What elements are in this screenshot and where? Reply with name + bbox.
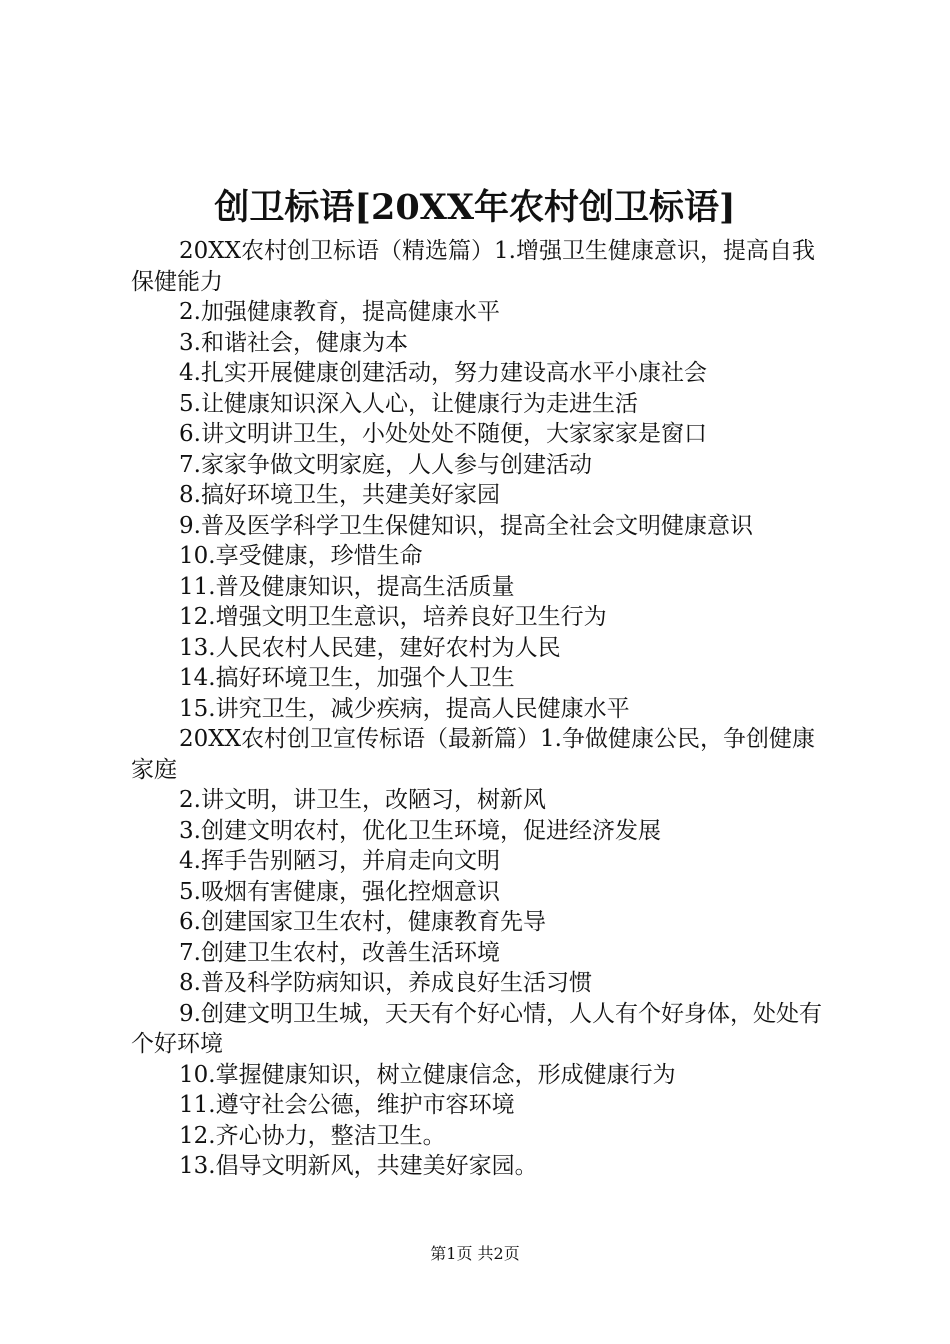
list-item: 9.创建文明卫生城，天天有个好心情，人人有个好身体，处处有个好环境 (131, 1000, 822, 1057)
list-item: 5.吸烟有害健康，强化控烟意识 (179, 878, 500, 905)
list-item: 2.讲文明，讲卫生，改陋习，树新风 (179, 787, 546, 813)
list-item: 4.挥手告别陋习，并肩走向文明 (179, 848, 500, 874)
list-item: 14.搞好环境卫生，加强个人卫生 (179, 665, 515, 691)
list-item: 6.讲文明讲卫生，小处处处不随便，大家家家是窗口 (179, 421, 707, 447)
list-item: 11.遵守社会公德，维护市容环境 (179, 1092, 515, 1118)
list-item: 3.创建文明农村，优化卫生环境，促进经济发展 (179, 817, 661, 844)
list-item: 6.创建国家卫生农村，健康教育先导 (179, 909, 546, 935)
list-item: 13.倡导文明新风，共建美好家园。 (179, 1153, 538, 1179)
list-item: 7.创建卫生农村，改善生活环境 (179, 939, 500, 966)
document-body (131, 236, 831, 1182)
list-item: 12.增强文明卫生意识，培养良好卫生行为 (179, 604, 607, 630)
list-item: 8.普及科学防病知识，养成良好生活习惯 (179, 970, 592, 996)
section2-intro: 20XX农村创卫宣传标语（最新篇）1.争做健康公民，争创健康家庭 (131, 726, 815, 783)
list-item: 4.扎实开展健康创建活动，努力建设高水平小康社会 (179, 360, 707, 386)
page-footer: 第1页 共2页 (430, 1244, 520, 1263)
list-item: 10.享受健康，珍惜生命 (179, 543, 423, 569)
list-item: 7.家家争做文明家庭，人人参与创建活动 (179, 451, 592, 478)
list-item: 15.讲究卫生，减少疾病，提高人民健康水平 (179, 695, 630, 722)
section1-intro: 20XX农村创卫标语（精选篇）1.增强卫生健康意识，提高自我保健能力 (131, 238, 815, 295)
list-item: 12.齐心协力，整洁卫生。 (179, 1122, 446, 1149)
list-item: 3.和谐社会，健康为本 (179, 329, 408, 356)
list-item: 8.搞好环境卫生，共建美好家园 (179, 482, 500, 508)
list-item: 2.加强健康教育，提高健康水平 (179, 299, 500, 325)
page-title: 创卫标语[20XX年农村创卫标语] (214, 187, 736, 228)
list-item: 13.人民农村人民建，建好农村为人民 (179, 634, 561, 661)
list-item: 9.普及医学科学卫生保健知识，提高全社会文明健康意识 (179, 512, 753, 539)
list-item: 5.让健康知识深入人心，让健康行为走进生活 (179, 390, 638, 417)
list-item: 10.掌握健康知识，树立健康信念，形成健康行为 (179, 1061, 676, 1088)
list-item: 11.普及健康知识，提高生活质量 (179, 573, 515, 600)
